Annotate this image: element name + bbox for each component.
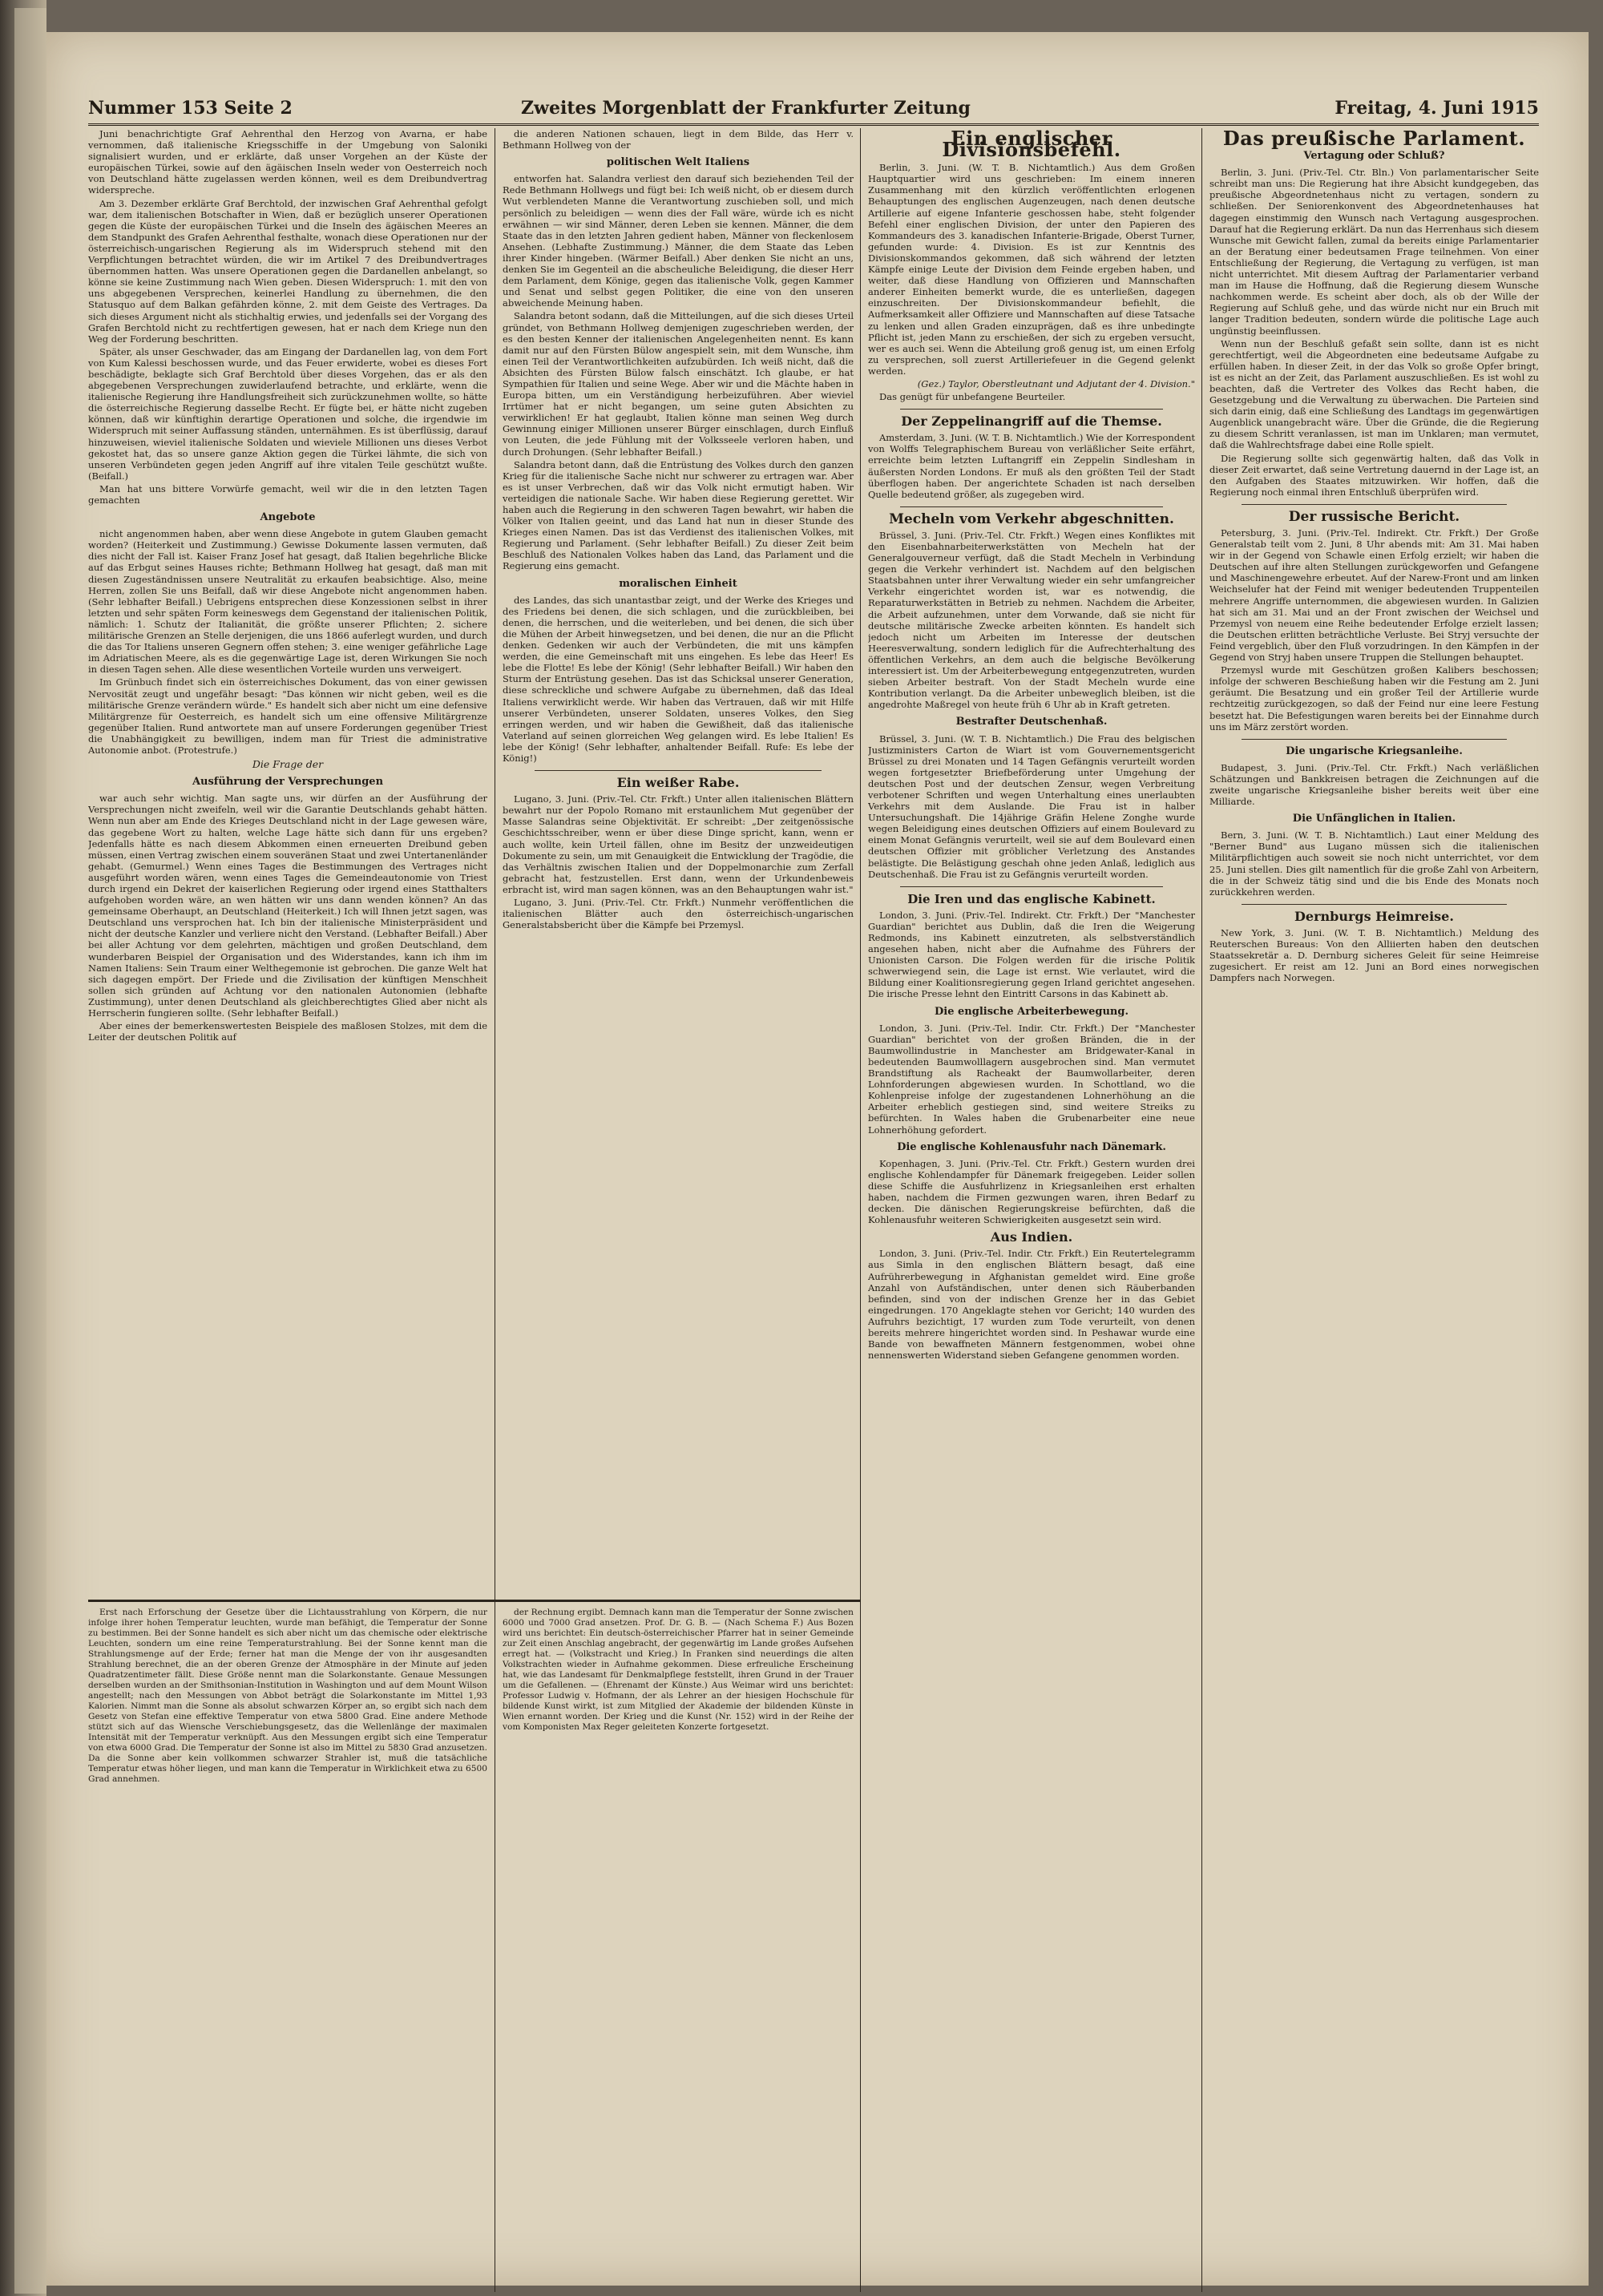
issue-date: Freitag, 4. Juni 1915	[1334, 98, 1539, 119]
paragraph: die anderen Nationen schauen, liegt in dem Bilde, das Herr v. Bethmann Hollweg von der	[503, 128, 854, 151]
subheading: Vertagung oder Schluß?	[1303, 150, 1445, 163]
paragraph: Salandra betont sodann, daß die Mitteilungen, auf die sich dieses Urteil gründet, von Bethmann Hollweg demjenigen zugeschrieben werden, der es den besten Kenner der italienischen Angelegenheiten nennt. Es kann damit nur auf den Fürsten Bülow angespielt sein, mit dem Wunsche, ihm einen Teil der Verantwortlichkeiten aufzubürden. Ich weiß nicht, daß die Absichten des Fürsten Bülow falsch einschätzt. Ich glaube, er hat Sympathien für Italien und seine Wege. Aber wir und die Mächte haben in Europa bitten, um ein Verständigung herbeizuführen. Aber wieviel Irrtümer hat er nicht begangen, um seine guten Absichten zu verwirklichen! Er hat geglaubt, Italien könne man seinen Weg durch Gewinnung einiger Millionen unserer Bürger einschlagen, durch Einfluß von Leuten, die jede Fühlung mit der Volksseele verloren haben, und durch Drohungen. (Sehr lebhafter Beifall.)	[503, 310, 854, 458]
paragraph: Juni benachrichtigte Graf Aehrenthal den Herzog von Avarna, er habe vernommen, daß italienische Kriegsschiffe in der Umgebung von Saloniki signalisiert wurden, und er erklärte, daß unser Vorgehen an der Küste der europäischen Türkei, sowie auf den ägäischen Inseln weder von Oesterreich noch von Deutschland hätte zugelassen werden können, weil es dem Dreibundvertrag widerspreche.	[88, 128, 487, 196]
paragraph: Man hat uns bittere Vorwürfe gemacht, weil wir die in den letzten Tagen gemachten	[88, 482, 487, 506]
paragraph: New York, 3. Juni. (W. T. B. Nichtamtlich.) Meldung des Reuterschen Bureaus: Von den Alliierten haben den deutschen Staatssekretär a. D. Dernburg sicheres Geleit für seine Heimreise zugesichert. Er reist am 12. Juni an Bord eines norwegischen Dampfers nach Norwegen.	[1209, 926, 1539, 984]
subheading: Die Unfänglichen in Italien.	[1292, 813, 1456, 825]
paragraph: Budapest, 3. Juni. (Priv.-Tel. Ctr. Frkft.) Nach verläßlichen Schätzungen und Bankkreisen betragen die Zeichnungen auf die zweite ungarische Kriegsanleihe bisher bereits weit über eine Milliarde.	[1209, 761, 1539, 808]
paragraph: Lugano, 3. Juni. (Priv.-Tel. Ctr. Frkft.) Unter allen italienischen Blättern bewahrt nur der Popolo Romano mit erstaunlichem Mut gegenüber der Masse Salandras seine Objektivität. Er schreibt: „Der zeitgenössische Geschichtsschreiber, wenn er über diese Dinge spricht, kann, wenn er auch wollte, kein Urteil fällen, ohne im Besitz der unzweideutigen Dokumente zu sein, um mit Genauigkeit die Entwicklung der Tragödie, die das Verhältnis zwischen Italien und der Doppelmonarchie zum Zerfall gebracht hat, festzustellen. Erst dann, wenn der Urkundenbeweis erbracht ist, wird man sagen können, was an den Behauptungen wahr ist."	[503, 793, 854, 895]
subheading: Angebote	[260, 511, 316, 524]
feuilleton-rule	[88, 1600, 860, 1602]
paragraph: Erst nach Erforschung der Gesetze über die Lichtausstrahlung von Körpern, die nur infolge ihrer hohen Temperatur leuchten, wurde man befähigt, die Temperatur der Sonne zu bestimmen. Bei der Sonne handelt es sich aber nicht um das chemische oder elektrische Leuchten, sondern um eine reine Temperaturstrahlung. Bei der Sonne kennt man die Strahlungsmenge auf der Erde; ferner hat man die Menge der von ihr ausgesandten Strahlung berechnet, die an der oberen Grenze der Atmosphäre in der Minute auf jeden Quadratzentimeter fällt. Diese Größe nennt man die Solarkonstante. Genaue Messungen derselben wurden an der Smithsonian-Institution in Washington und auf dem Mount Wilson angestellt; nach den Messungen von Abbot beträgt die Solarkonstante im Mittel 1,93 Kalorien. Nimmt man die Sonne als absolut schwarzen Körper an, so ergibt sich nach dem Gesetz von Stefan eine effektive Temperatur von etwa 5800 Grad. Eine andere Methode stützt sich auf das Wiensche Verschiebungsgesetz, das die Wellenlänge der maximalen Intensität mit der Temperatur verknüpft. Aus den Messungen ergibt sich eine Temperatur von etwa 6000 Grad. Die Temperatur der Sonne ist also im Mittel zu 5830 Grad anzusetzen. Da die Sonne aber kein vollkommen schwarzer Strahler ist, muß die tatsächliche Temperatur etwas höher liegen, und man kann die Temperatur in Wirklichkeit etwa zu 6500 Grad annehmen.	[88, 1608, 487, 1784]
subheading: Die englische Arbeiterbewegung.	[935, 1005, 1129, 1018]
subheading: Ausführung der Versprechungen	[192, 776, 384, 789]
paragraph: nicht angenommen haben, aber wenn diese Angebote in gutem Glauben gemacht worden? (Heiterkeit und Zustimmung.) Gewisse Dokumente lassen vermuten, daß dies nicht der Fall ist. Kaiser Franz Josef hat gesagt, daß Italien begehrliche Blicke auf das Erbgut seines Hauses richte; Bethmann Hollweg hat gesagt, daß man mit diesen Zugeständnissen unsere Neutralität zu erkaufen beabsichtige. Also, meine Herren, zollen Sie uns Beifall, daß wir diese Angebote nicht angenommen haben. (Sehr lebhafter Beifall.) Uebrigens entsprechen diese Konzessionen selbst in ihrer letzten und sehr späten Form keineswegs dem Gegenstand der italienischen Politik, nämlich: 1. Schutz der Italianität, die größte unserer Pflichten; 2. sichere militärische Grenzen an Stelle derjenigen, die uns 1866 auferlegt wurden, und durch die das Tor Italiens unseren Gegnern offen stehen; 3. eine weniger gefährliche Lage im Adriatischen Meere, als es die gegenwärtige Lage ist, deren Wirkungen Sie noch in diesen Tagen sehen. Alle diese wesentlichen Vorteile wurden uns verweigert.	[88, 528, 487, 676]
subheading: politischen Welt Italiens	[606, 156, 750, 169]
paragraph: der Rechnung ergibt. Demnach kann man die Temperatur der Sonne zwischen 6000 und 7000 Grad ansetzen. Prof. Dr. G. B. — (Nach Schema F.) Aus Bozen wird uns berichtet: Ein deutsch-österreichischer Pfarrer hat in seiner Gemeinde zur Zeit einen Anschlag angebracht, der gegenwärtig im Lande großes Aufsehen erregt hat. — (Volkstracht und Krieg.) In Franken sind neuerdings die alten Volkstrachten wieder in Aufnahme gekommen. Diese erfreuliche Erscheinung hat, wie das Landesamt für Denkmalpflege feststellt, ihren Grund in der Trauer um die Gefallenen. — (Ehrenamt der Künste.) Aus Weimar wird uns berichtet: Professor Ludwig v. Hofmann, der als Lehrer an der hiesigen Hochschule für bildende Kunst wirkt, ist zum Mitglied der Akademie der bildenden Künste in Wien ernannt worden. Der Krieg und die Kunst (Nr. 152) wird in der Reihe der vom Komponisten Max Reger geleiteten Konzerte fortgesetzt.	[503, 1608, 854, 1732]
article-heading: Das preußische Parlament.	[1222, 128, 1526, 150]
subheading: moralischen Einheit	[619, 577, 737, 590]
paragraph: Amsterdam, 3. Juni. (W. T. B. Nichtamtlich.) Wie der Korrespondent von Wolffs Telegraphischem Bureau von verläßlicher Seite erfährt, erreichte beim letzten Luftangriff ein Zeppelin Sindlesham in äußersten Norden Londons. Er muß als den größten Teil der Stadt überflogen haben. Der angerichtete Schaden ist nach derselben Quelle bedeutend größer, als zugegeben wird.	[868, 432, 1195, 500]
paragraph: Das genügt für unbefangene Beurteiler.	[879, 391, 1066, 403]
article-heading: Ein weißer Rabe.	[616, 775, 740, 791]
paragraph: Aber eines der bemerkenswertesten Beispiele des maßlosen Stolzes, mit dem die Leiter der deutschen Politik auf	[88, 1020, 487, 1043]
column-3	[868, 128, 1195, 2288]
column-rule	[1201, 128, 1202, 2292]
issue-number: Nummer 153 Seite 2	[88, 98, 293, 119]
paragraph: des Landes, das sich unantastbar zeigt, und der Werke des Krieges und des Friedens bei denen, die sich schlagen, und die zurückbleiben, bei denen, die herrschen, und die weiterleben, und bei denen, die sich über die Mühen der Arbeit hinwegsetzen, und bei denen, die nur an die Pflicht denken. Gedenken wir auch der Verbündeten, die mit uns kämpfen werden, die eine Gemeinschaft mit uns eingehen. Es lebe das Heer! Es lebe die Flotte! Es lebe der König! (Sehr lebhafter Beifall.) Wir haben den Sturm der Entrüstung gesehen. Das ist das Schicksal unserer Generation, diese schreckliche und schwere Aufgabe zu übernehmen, daß das Ideal Italiens verwirklicht werde. Wir haben das Vertrauen, daß wir mit Hilfe unserer Verbündeten, unserer Soldaten, unseres Volkes, den Sieg erringen werden, und wir haben die Gewißheit, daß das italienische Vaterland auf seinen glorreichen Weg gelangen wird. Es lebe Italien! Es lebe der König! (Sehr lebhafter, anhaltender Beifall. Rufe: Es lebe der König!)	[503, 594, 854, 764]
separator	[900, 409, 1163, 410]
column-4	[1209, 128, 1539, 2288]
subheading: Bestrafter Deutschenhaß.	[955, 716, 1108, 728]
paragraph: entworfen hat. Salandra verliest den darauf sich beziehenden Teil der Rede Bethmann Hollwegs und fügt bei: Ich weiß nicht, ob er diesem durch Wut verblendeten Manne die Verantwortung zuschieben soll, und mich persönlich zu beleidigen — wenn dies der Fall wäre, würde ich es nicht erwähnen — wir sind Männer, deren Leben sie kennen. Männer, die dem Staate das in den letzten Jahren gedient haben, Männer von fleckenlosem Ansehen. (Lebhafte Zustimmung.) Männer, die dem Staate das Leben ihrer Kinder hingeben. (Wärmer Beifall.) Aber denken Sie nicht an uns, denken Sie im Gegenteil an die abscheuliche Beleidigung, die dieser Herr dem Parlament, dem Könige, gegen das italienische Volk, gegen Kammer und Senat und selbst gegen Politiker, die eine von den unseren abweichende Meinung haben.	[503, 173, 854, 309]
paragraph: Berlin, 3. Juni. (W. T. B. Nichtamtlich.) Aus dem Großen Hauptquartier wird uns geschrieben: Im einem inneren Zusammenhang mit den kürzlich veröffentlichten erlogenen Behauptungen des englischen Augenzeugen, nach denen deutsche Artillerie auf eigene Infanterie geschossen habe, steht folgender Befehl einer englischen Division, der unter den Papieren des Kommandeurs des 3. kanadischen Infanterie-Brigade, Oberst Turner, gefunden wurde: 4. Division. Es ist zur Kenntnis des Divisionskommandos gekommen, daß sich während der letzten Kämpfe einige Leute der Division dem Feinde ergeben haben, und weiter, daß diese Handlung von Offizieren und Mannschaften anderer Einheiten bemerkt wurde, die es unterließen, dagegen einzuschreiten. Der Divisionskommandeur befiehlt, die Aufmerksamkeit aller Offiziere und Mannschaften auf diese Tatsache zu lenken und allen Graden einzuprägen, daß es ihre unbedingte Pflicht ist, jeden Mann zu erschießen, der sich zu ergeben versucht, wer es auch sei. Wenn die Abteilung groß genug ist, um einen Erfolg zu versprechen, soll zuerst Artilleriefeuer in die Gegend gelenkt werden.	[868, 162, 1195, 377]
paragraph: war auch sehr wichtig. Man sagte uns, wir dürfen an der Ausführung der Versprechungen nicht zweifeln, weil wir die Garantie Deutschlands gehabt hätten. Wenn nun aber am Ende des Krieges Deutschland nicht in der Lage gewesen wäre, das gegebene Wort zu halten, welche Lage hätte sich dann für uns ergeben? Jedenfalls hätte es nach diesem Abkommen einen erneuerten Dreibund geben müssen, einen Vertrag zwischen einem souveränen Staat und zwei Untertanenländer gehabt. (Gemurmel.) Wenn eines Tages die Bestimmungen des Vertrages nicht ausgeführt worden wären, wenn eines Tages die Gemeindeautonomie von Triest durch irgend ein Dekret der kaiserlichen Regierung oder irgend eines Statthalters aufgehoben worden wäre, an wen hätten wir uns dann wenden können? An das gemeinsame Oberhaupt, an Deutschland (Heiterkeit.) Ich will Ihnen jetzt sagen, was Deutschland uns versprochen hat. Ich bin der italienische Ministerpräsident und nicht der deutsche Kanzler und verliere nicht den Verstand. (Lebhafter Beifall.) Aber bei aller Achtung vor dem gelehrten, mächtigen und großen Deutschland, dem wunderbaren Beispiel der Organisation und des Widerstandes, kann ich ihm im Namen Italiens: Sein Traum einer Welthegemonie ist gebrochen. Die ganze Welt hat sich dagegen empört. Der Friede und die Zivilisation der künftigen Menschheit sollen sich gründen auf Achtung vor den nationalen Autonomien (lebhafte Zustimmung), unter denen Deutschland als gleichberechtigtes Glied aber nicht als Herrscherin fungieren sollte. (Sehr lebhafter Beifall.)	[88, 793, 487, 1019]
masthead	[88, 96, 1539, 126]
article-heading: Der Zeppelinangriff auf die Themse.	[901, 414, 1162, 430]
paragraph: Am 3. Dezember erklärte Graf Berchtold, der inzwischen Graf Aehrenthal gefolgt war, dem italienischen Botschafter in Wien, daß er bezüglich unserer Operationen gegen die Küste der europäischen Türkei und die Inseln des ägäischen Meeres an dem Standpunkt des Grafen Aehrenthal festhalte, wonach diese Operationen nur der österreichisch-ungarischen Regierung als im Widerspruch stehend mit den Verpflichtungen betrachtet würden, die wir im Artikel 7 des Dreibundvertrages übernommen hatten. Was unsere Operationen gegen die Dardanellen anbelangt, so könne sie keine Zustimmung nach Wien geben. Diesen Widerspruch: 1. mit den von uns abgegebenen Versprechen, keinerlei Handlung zu übernehmen, die den Statusquo auf dem Balkan gefährden könne, 2. mit dem Geiste des Vertrages. Da sich dieses Argument nicht als stichhaltig erwies, und jedenfalls sei der Vorgang des Grafen Berchtold nicht zu rechtfertigen gewesen, hat er nach dem Kriege nun den Weg der Forderung beschritten.	[88, 197, 487, 345]
feuilleton-column-2	[503, 1608, 854, 2281]
column-2	[503, 128, 854, 1595]
separator	[1242, 904, 1507, 905]
paragraph: London, 3. Juni. (Priv.-Tel. Indirekt. Ctr. Frkft.) Der "Manchester Guardian" berichtet aus Dublin, daß die Iren die Weigerung Redmonds, ins Kabinett einzutreten, als selbstverständlich angesehen haben, nicht aber die Aufnahme des Führers der Unionisten Carson. Die Folgen werden für die irische Politik schwerwiegend sein, die Lage ist ernst. Wie verlautet, wird die Bildung einer Koalitionsregierung gegen Irland gerichtet angesehen. Die irische Presse lehnt den Eintritt Carsons in das Kabinett ab.	[868, 909, 1195, 1000]
paragraph: Brüssel, 3. Juni. (Priv.-Tel. Ctr. Frkft.) Wegen eines Konfliktes mit den Eisenbahnarbeiterwerkstätten von Mecheln hat der Generalgouverneur verfügt, daß die Stadt Mecheln in Verbindung gegen die Verkehr verhindert ist. Nachdem auf den belgischen Staatsbahnen unter ihrer Verwaltung wieder ein sehr umfangreicher Verkehr eingerichtet worden ist, war es notwendig, die Reparaturwerkstätten in Betrieb zu nehmen. Nachdem die Arbeiter, die Arbeit aufzunehmen, unter dem Vorwande, daß sie nicht für deutsche militärische Zwecke arbeiten könnten. Es handelt sich jedoch nicht um Arbeiten im Interesse der deutschen Heeresverwaltung, sondern lediglich für die Aufrechterhaltung des öffentlichen Verkehrs, an dem auch die belgische Bevölkerung interessiert ist. Um der Arbeiterbewegung entgegenzutreten, wurden sieben Arbeiter bestraft. Von der Stadt Mecheln wurde eine Kontribution verlangt. Da die Arbeiter unbeweglich bleiben, ist die angedrohte Maßregel von heute früh 6 Uhr ab in Kraft getreten.	[868, 529, 1195, 711]
previous-page-edge	[14, 8, 46, 2294]
paragraph: Przemysl wurde mit Geschützen großen Kalibers beschossen; infolge der schweren Beschießung haben wir die Festung am 2. Juni geräumt. Die Besatzung und ein großer Teil der Artillerie wurde rechtzeitig zurückgezogen, so daß der Feind nur eine leere Festung besetzt hat. Die Befestigungen waren bereits bei der Einnahme durch uns im März zerstört worden.	[1209, 664, 1539, 732]
separator	[900, 506, 1163, 507]
column-rule	[860, 128, 861, 2292]
paragraph: Salandra betont dann, daß die Entrüstung des Volkes durch den ganzen Krieg für die italienische Sache nicht nur schwerer zu ertragen war. Aber es ist unser Verbrechen, daß wir das Volk nicht ermutigt haben. Wir verteidigen die nationale Sache. Wir haben diese Regierung gerettet. Wir haben auch die Regierung in den schweren Tagen bewahrt, wir haben die Völker von Italien geeint, und das Land hat nun in dieser Stunde des Krieges einen Namen. Das ist das Verdienst des italienischen Volkes, mit Regierung und Parlament. (Sehr lebhafter Beifall.) Zu dieser Zeit beim Beschluß des Nationalen Volkes haben das Land, das Parlament und die Regierung eins gemacht.	[503, 458, 854, 572]
article-heading: Ein englischer Divisionsbefehl.	[942, 128, 1121, 162]
article-heading: Der russische Bericht.	[1288, 508, 1460, 525]
paragraph: Petersburg, 3. Juni. (Priv.-Tel. Indirekt. Ctr. Frkft.) Der Große Generalstab teilt vom 2. Juni, 8 Uhr abends mit: Am 31. Mai haben wir in der Gegend von Schawle einen Erfolg erzielt; wir haben die Deutschen auf ihre alten Stellungen zurückgeworfen und Gefangene und Maschinengewehre erbeutet. Auf der Narew-Front und am linken Weichselufer hat der Feind mit weniger bedeutenden Truppenteilen mehrere Angriffe unternommen, die abgewiesen wurden. In Galizien hat sich am 31. Mai und an der Front zwischen der Weichsel und Przemysl von neuem eine Reihe bedeutender Erfolge erzielt lassen; die Deutschen erlitten beträchtliche Verluste. Bei Stryj versuchte der Feind vergeblich, über den Fluß vorzudringen. In den Kämpfen in der Gegend von Stryj haben unsere Truppen die Stellungen behauptet.	[1209, 527, 1539, 664]
subheading: Die ungarische Kriegsanleihe.	[1286, 744, 1463, 757]
signature: (Gez.) Taylor, Oberstleutnant und Adjutant der 4. Division."	[917, 377, 1195, 389]
subheading: Die Frage der	[252, 758, 324, 771]
paragraph: London, 3. Juni. (Priv.-Tel. Indir. Ctr. Frkft.) Ein Reutertelegramm aus Simla in den englischen Blättern besagt, daß eine Aufrührerbewegung in Afghanistan gemeldet wird. Eine große Anzahl von Aufständischen, unter denen sich Räuberbanden befinden, sind von der indischen Grenze her in das Gebiet eingedrungen. 170 Angeklagte stehen vor Gericht; 140 wurden des Aufruhrs bezichtigt, 17 wurden zum Tode verurteilt, von denen bereits mehrere hingerichtet worden sind. In Peshawar wurde eine Bande von bewaffneten Männern festgenommen, wobei ohne nennenswerten Widerstand sieben Gefangene genommen worden.	[868, 1248, 1195, 1362]
paragraph: London, 3. Juni. (Priv.-Tel. Indir. Ctr. Frkft.) Der "Manchester Guardian" berichtet von der großen Bränden, die in der Baumwollindustrie in Manchester am Bridgewater-Kanal in bedeutenden Baumwolllagern ausgebrochen sind. Man vermutet Brandstiftung als Racheakt der Baumwollarbeiter, deren Lohnforderungen abgewiesen wurden. In Schottland, wo die Kohlenpreise infolge der zugestandenen Lohnerhöhung an die Arbeiter erheblich gestiegen sind, sind weitere Streiks zu befürchten. In Wales haben die Grubenarbeiter eine neue Lohnerhöhung gefordert.	[868, 1022, 1195, 1136]
article-heading: Aus Indien.	[990, 1229, 1073, 1245]
separator	[1242, 504, 1507, 505]
subheading: Die englische Kohlenausfuhr nach Dänemark.	[897, 1140, 1166, 1153]
article-heading: Mecheln vom Verkehr abgeschnitten.	[889, 510, 1174, 527]
separator	[535, 770, 822, 771]
separator	[900, 886, 1163, 887]
paragraph: Später, als unser Geschwader, das am Eingang der Dardanellen lag, von dem Fort von Kum Kalessi beschossen wurde, und das Feuer erwiderte, wobei es dieses Fort beschädigte, beklagte sich Graf Berchtold über dieses Vorgehen, das er als den abgegebenen Versprechungen zuwiderlaufend betrachte, und erklärte, wenn die italienische Regierung ihre Handlungsfreiheit sich zurückzunehmen wollte, so hätte die österreichische Regierung dasselbe Recht. Er fügte bei, er hätte nicht zugeben können, daß wir künftighin derartige Operationen und solche, die irgendwie im Widerspruch mit seiner Auffassung ständen, unternähmen. Es ist überflüssig, darauf hinzuweisen, wieviel italienische Soldaten und wieviele Millionen uns dieses Verbot gekostet hat, das so unsere ganze Aktion gegen die Türkei lähmte, die sich von unseren Verbündeten gegen jeden Angriff auf ihre vitalen Teile geschützt wußte. (Beifall.)	[88, 345, 487, 482]
paragraph: Im Grünbuch findet sich ein österreichisches Dokument, das von einer gewissen Nervosität zeugt und ungefähr besagt: "Das können wir nicht geben, weil es die militärische Grenze verändern würde." Es handelt sich aber nicht um eine defensive Militärgrenze für Oesterreich, es handelt sich um eine offensive Militärgrenze gegenüber Italien. Rund antwortete man auf unsere Forderungen gegenüber Triest die Unabhängigkeit zu bewilligen, indem man für Triest die administrative Autonomie anbot. (Protestrufe.)	[88, 676, 487, 756]
paragraph: Bern, 3. Juni. (W. T. B. Nichtamtlich.) Laut einer Meldung des "Berner Bund" aus Lugano müssen sich die italienischen Militärpflichtigen auch soweit sie noch nicht unterrichtet, vor dem 25. Juni stellen. Dies gilt namentlich für die große Zahl von Arbeitern, die in der Schweiz tätig sind und die bis Ende des Monats noch zurückkehren werden.	[1209, 829, 1539, 898]
article-heading: Dernburgs Heimreise.	[1294, 908, 1454, 924]
newspaper-title: Zweites Morgenblatt der Frankfurter Zeitung	[521, 98, 971, 119]
column-1	[88, 128, 487, 1595]
paragraph: Die Regierung sollte sich gegenwärtig halten, daß das Volk in dieser Zeit erwartet, daß seine Vertretung dauernd in der Lage ist, an den Aufgaben des Staates mitzuwirken. Wir hoffen, daß die Regierung noch einmal ihren Entschluß überprüfen wird.	[1209, 452, 1539, 498]
paragraph: Wenn nun der Beschluß gefaßt sein sollte, dann ist es nicht gerechtfertigt, weil die Abgeordneten eine bedeutsame Aufgabe zu erfüllen haben. In dieser Zeit, in der das Volk so große Opfer bringt, ist es nicht an der Zeit, das Parlament auszuschließen. Es ist wohl zu beachten, daß die Vertreter des Volkes das Recht haben, die Gesetzgebung und die Verwaltung zu überwachen. Die Parteien sind sich darin einig, daß eine Schließung des Landtags im gegenwärtigen Augenblick unangebracht wäre. Über die Gründe, die die Regierung zu diesem Schritt veranlassen, ist man im Unklaren; man vermutet, daß die Wahlrechtsfrage dabei eine Rolle spielt.	[1209, 337, 1539, 451]
feuilleton-column-1	[88, 1608, 487, 2281]
paragraph: Kopenhagen, 3. Juni. (Priv.-Tel. Ctr. Frkft.) Gestern wurden drei englische Kohlendampfer für Dänemark freigegeben. Leider sollen diese Schiffe die Ausfuhrlizenz in Kriegsanleihen erst erhalten haben, nachdem die Firmen gezwungen waren, ihren Bedarf zu decken. Die dänischen Regierungskreise befürchten, daß die Kohlenausfuhr weiteren Schwierigkeiten ausgesetzt sein wird.	[868, 1157, 1195, 1226]
separator	[1242, 739, 1507, 740]
paragraph: Berlin, 3. Juni. (Priv.-Tel. Ctr. Bln.) Von parlamentarischer Seite schreibt man uns: Die Regierung hat ihre Absicht kundgegeben, das preußische Abgeordnetenhaus nicht zu vertagen, sondern zu schließen. Der Seniorenkonvent des Abgeordnetenhauses hat dagegen einstimmig den Wunsch nach Vertagung ausgesprochen. Darauf hat die Regierung erklärt. Da nun das Herrenhaus sich diesem Wunsche mit Gewicht fallen, zumal da bereits einige Parlamentarier an der Beratung einer bedeutsamen Frage teilnehmen. Von einer Entschließung der Regierung, die Vertagung zu verfügen, ist man nicht unterrichtet. Mit diesem Auftrag der Parlamentarier verband man im Hause die Hoffnung, daß die Regierung diesem Wunsche nachkommen werde. Es scheint aber doch, als ob der Wille der Regierung auf Schluß gehe, und das würde nicht nur ein Bruch mit langer Tradition bedeuten, sondern würde die politische Lage auch ungünstig beeinflussen.	[1209, 167, 1539, 337]
paragraph: Brüssel, 3. Juni. (W. T. B. Nichtamtlich.) Die Frau des belgischen Justizministers Carton de Wiart ist vom Gouvernementsgericht Brüssel zu drei Monaten und 14 Tagen Gefängnis verurteilt worden wegen fortgesetzter Briefbeförderung unter Umgehung der deutschen Post und der deutschen Zensur, wegen Verbreitung verbotener Schriften und wegen Unterhaltung eines unerlaubten Verkehrs mit dem Auslande. Die Frau ist in halber Untersuchungshaft. Die 14jährige Gräfin Helene Zonghe wurde wegen Beleidigung eines deutschen Offiziers auf einem Boulevard zu einem Monat Gefängnis verurteilt, weil sie auf dem Boulevard einen deutschen Offizier mit gröblicher Verletzung des Anstandes belästigte. Die Belästigung geschah ohne jeden Anlaß, lediglich aus Deutschenhaß. Die Frau ist zu Gefängnis verurteilt worden.	[868, 732, 1195, 880]
paragraph: Lugano, 3. Juni. (Priv.-Tel. Ctr. Frkft.) Nunmehr veröffentlichen die italienischen Blätter auch den österreichisch-ungarischen Generalstabsbericht über die Kämpfe bei Przemysl.	[503, 897, 854, 931]
article-heading: Die Iren und das englische Kabinett.	[907, 891, 1156, 906]
